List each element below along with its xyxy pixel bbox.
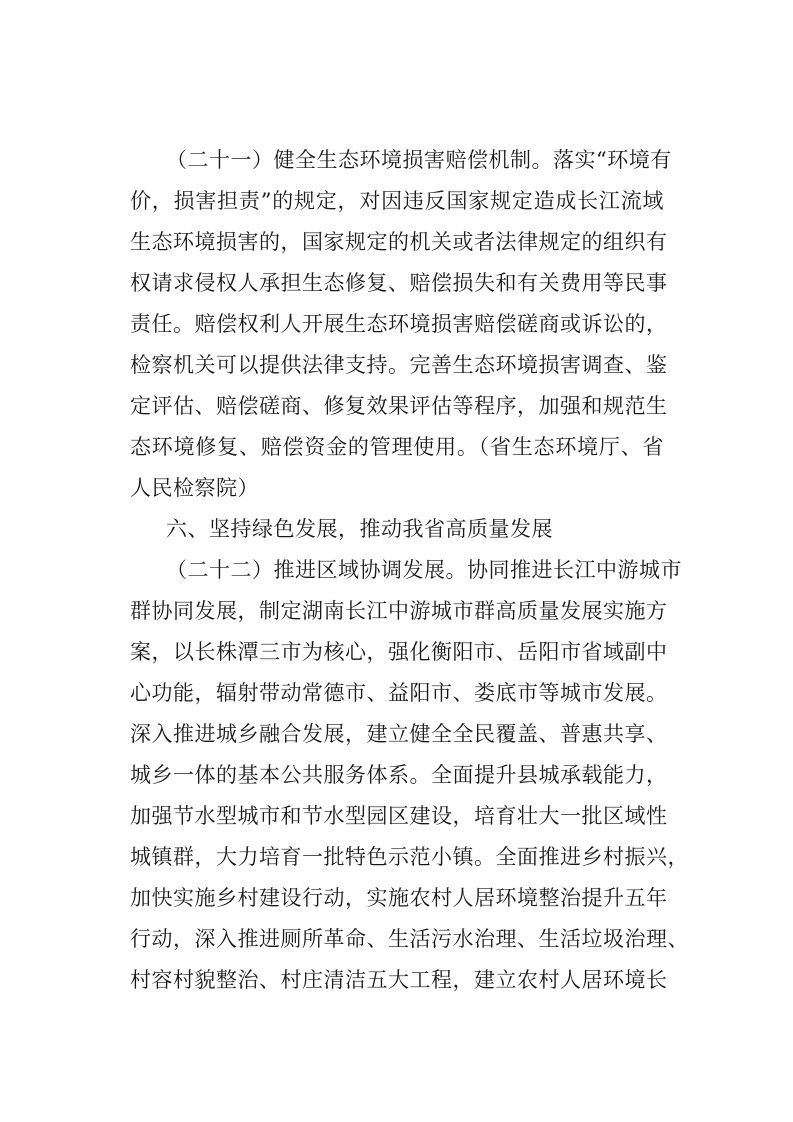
paragraph-22-line-7: 加强节水型城市和节水型园区建设，培育壮大一批区域性 — [130, 804, 668, 828]
paragraph-21-line-9: 人民检察院） — [130, 476, 259, 500]
paragraph-22-line-1: （二十二）推进区域协调发展。协同推进长江中游城市 — [166, 558, 682, 582]
paragraph-21-line-2: 价，损害担责”的规定，对因违反国家规定造成长江流域 — [130, 189, 664, 213]
paragraph-21-line-7: 定评估、赔偿磋商、修复效果评估等程序，加强和规范生 — [130, 394, 668, 418]
paragraph-22-line-3: 案，以长株潭三市为核心，强化衡阳市、岳阳市省域副中 — [130, 640, 668, 664]
paragraph-22-line-8: 城镇群，大力培育一批特色示范小镇。全面推进乡村振兴， — [130, 845, 689, 869]
paragraph-22-line-5: 深入推进城乡融合发展，建立健全全民覆盖、普惠共享、 — [130, 722, 668, 746]
paragraph-21-line-6: 检察机关可以提供法律支持。完善生态环境损害调查、鉴 — [130, 353, 668, 377]
paragraph-21-line-3: 生态环境损害的，国家规定的机关或者法律规定的组织有 — [130, 230, 668, 254]
paragraph-22-line-6: 城乡一体的基本公共服务体系。全面提升县城承载能力， — [130, 763, 668, 787]
paragraph-21-line-1: （二十一）健全生态环境损害赔偿机制。落实“环境有 — [166, 148, 672, 172]
section-heading: 六、坚持绿色发展，推动我省高质量发展 — [166, 517, 553, 541]
paragraph-21-line-5: 责任。赔偿权利人开展生态环境损害赔偿磋商或诉讼的， — [130, 312, 668, 336]
paragraph-22-line-2: 群协同发展，制定湖南长江中游城市群高质量发展实施方 — [130, 599, 668, 623]
paragraph-21-line-8: 态环境修复、赔偿资金的管理使用。（省生态环境厅、省 — [130, 435, 664, 459]
paragraph-22-line-4: 心功能，辐射带动常德市、益阳市、娄底市等城市发展。 — [130, 681, 668, 705]
paragraph-22-line-9: 加快实施乡村建设行动，实施农村人居环境整治提升五年 — [130, 886, 668, 910]
paragraph-22-line-11: 村容村貌整治、村庄清洁五大工程，建立农村人居环境长 — [130, 968, 668, 992]
paragraph-21-line-4: 权请求侵权人承担生态修复、赔偿损失和有关费用等民事 — [130, 271, 668, 295]
paragraph-22-line-10: 行动，深入推进厕所革命、生活污水治理、生活垃圾治理、 — [130, 927, 689, 951]
